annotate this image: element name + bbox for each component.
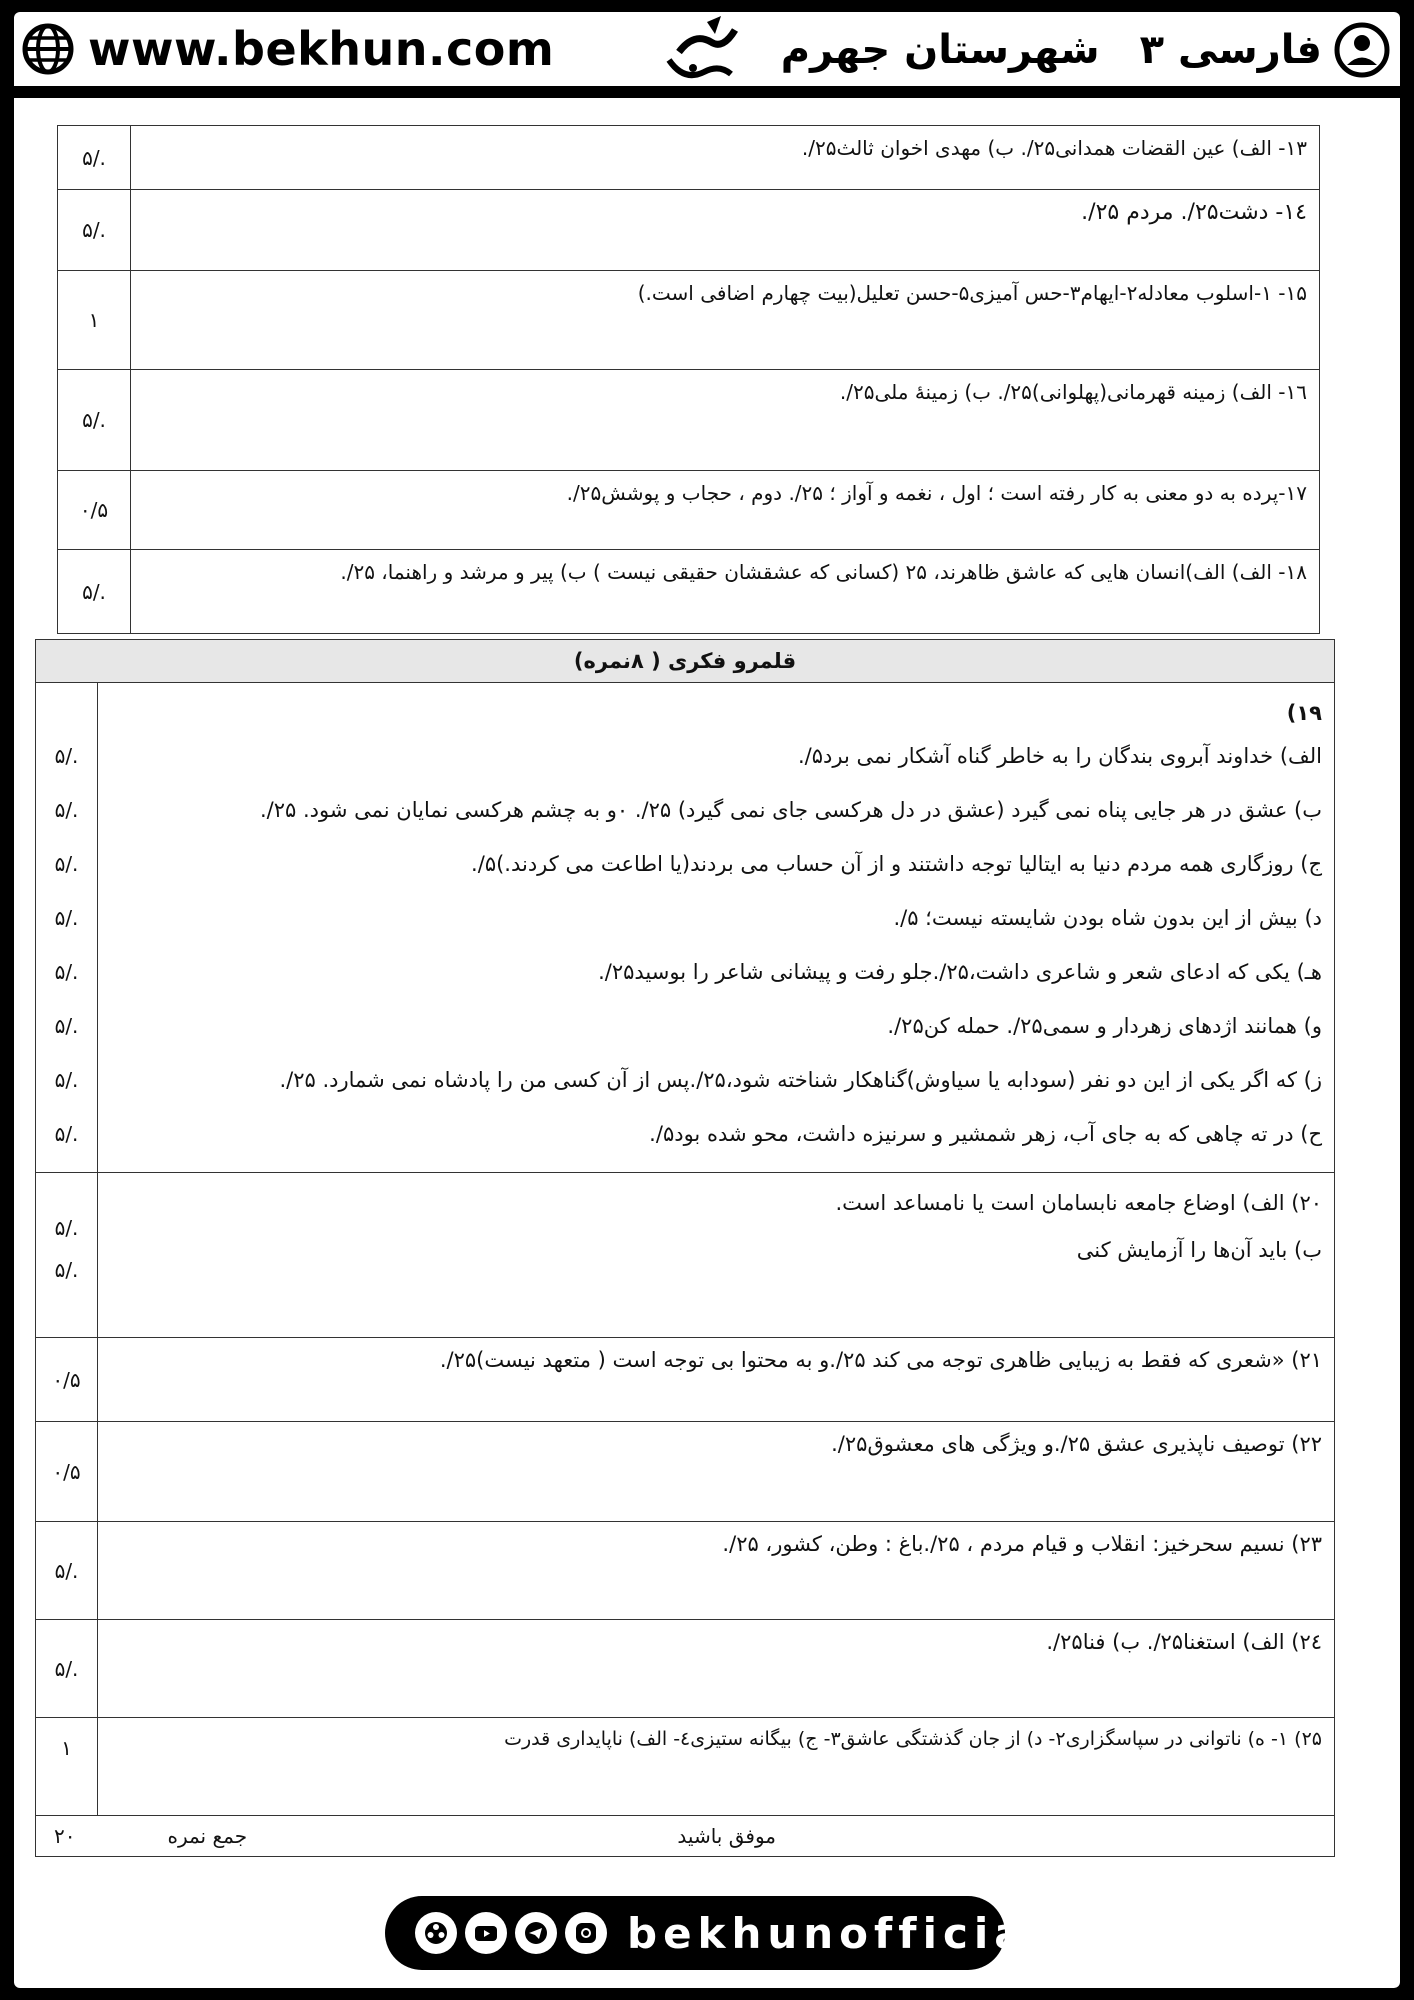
score-value: ۵/. [54,906,79,930]
social-icons [415,1912,607,1954]
bekhun-logo-icon [649,12,759,92]
answer-line: ز) که اگر یکی از این دو نفر (سودابه یا سیاوش)گناهکار شناخته شود،۲۵/.پس از آن کسی من را پادشاه نمی شمارد. ۲۵/. [279,1068,1322,1092]
total-label: جمع نمره [167,1824,248,1848]
answer-text: ۱۷-پرده به دو معنی به کار رفته است ؛ اول ، نغمه و آواز ؛ ۲۵/. دوم ، حجاب و پوشش۲۵/. [131,471,1320,550]
score-value: ۵/. [54,1258,79,1282]
score-cell: ۵/. [36,1620,98,1718]
score-value: ۵/. [54,1216,79,1240]
answer-text: ۱۵- ۱-اسلوب معادله۲-ایهام۳-حس آمیزی۵-حسن تعلیل(بیت چهارم اضافی است.) [131,271,1320,370]
telegram-icon[interactable] [515,1912,557,1954]
score-cell: ۱ [58,271,131,370]
instagram-icon[interactable] [565,1912,607,1954]
score-cell: ۰/۵ [36,1422,98,1522]
answer-text: ۱۳- الف) عین القضات همدانی۲۵/. ب) مهدی اخوان ثالث۲۵/. [131,126,1320,190]
score-cell: ۵/. [58,190,131,271]
score-value: ۵/. [54,852,79,876]
social-bar[interactable] [385,1896,1050,1970]
table-row [58,471,1320,550]
score-cell [36,683,98,1173]
question-number: ۱۹) [1286,701,1322,725]
score-value: ۵/. [54,1122,79,1146]
score-cell: ۵/. [36,1522,98,1620]
user-icon [1334,22,1390,78]
globe-icon [22,23,74,75]
table-row [58,126,1320,190]
answer-text: ۲۱) «شعری که فقط به زیبایی ظاهری توجه می کند ۲۵/.و به محتوا بی توجه است ( متعهد نیست)۲۵/. [98,1338,1335,1422]
region-title: شهرستان جهرم [780,27,1100,73]
subject-title: فارسی ۳ [1139,27,1322,73]
film-reel-icon[interactable] [415,1912,457,1954]
exam-title [781,20,1390,80]
footer-cell [36,1816,1335,1857]
score-value: ۵/. [54,744,79,768]
answers-table-part1 [57,125,1320,634]
answer-text: ۲۲) توصیف ناپذیری عشق ۲۵/.و ویژگی های معشوق۲۵/. [98,1422,1335,1522]
answer-text: ۱٤- دشت۲۵/. مردم ۲۵/. [131,190,1320,271]
score-cell: ۵/. [58,370,131,471]
answer-text: ۲۳) نسیم سحرخیز: انقلاب و قیام مردم ، ۲۵/.باغ : وطن، کشور، ۲۵/. [98,1522,1335,1620]
table-row [36,1620,1335,1718]
total-row [36,1816,1335,1857]
answer-line: ج) روزگاری همه مردم دنیا به ایتالیا توجه داشتند و از آن حساب می بردند(یا اطاعت می کردند.)۵/. [471,852,1322,876]
table-row [36,1522,1335,1620]
answer-line: ۲۰) الف) اوضاع جامعه نابسامان است یا نامساعد است. [835,1191,1322,1215]
answer-line: و) همانند اژدهای زهردار و سمی۲۵/. حمله کن۲۵/. [887,1014,1322,1038]
header-divider [14,86,1400,98]
score-cell [36,1173,98,1338]
answer-text: ۱۸- الف) الف)انسان هایی که عاشق ظاهرند، ۲۵ (کسانی که عشقشان حقیقی نیست ) ب) پیر و مرشد و راهنما، ۲۵/. [131,550,1320,634]
answer-line: ح) در ته چاهی که به جای آب، زهر شمشیر و سرنیزه داشت، محو شده بود۵/. [649,1122,1322,1146]
answers-table-part2 [35,639,1335,1857]
score-cell: ۰/۵ [36,1338,98,1422]
score-cell: ۰/۵ [58,471,131,550]
table-row [36,1718,1335,1816]
website-block[interactable] [22,22,554,76]
section-title: قلمرو فکری ( ۸نمره) [36,640,1335,683]
answer-text [98,1173,1335,1338]
table-row [36,1338,1335,1422]
answer-line: الف) خداوند آبروی بندگان را به خاطر گناه آشکار نمی برد۵/. [797,744,1322,768]
table-row [36,683,1335,1173]
score-value: ۵/. [54,960,79,984]
table-row [36,1422,1335,1522]
answer-line: هـ) یکی که ادعای شعر و شاعری داشت،۲۵/.جلو رفت و پیشانی شاعر را بوسید۲۵/. [598,960,1322,984]
total-value: ۲۰ [54,1824,76,1848]
answer-line: ب) باید آن‌ها را آزمایش کنی [1076,1238,1322,1262]
answer-text: ۱٦- الف) زمینه قهرمانی(پهلوانی)۲۵/. ب) زمینهٔ ملی۲۵/. [131,370,1320,471]
table-row [58,550,1320,634]
youtube-icon[interactable] [465,1912,507,1954]
answer-line: د) بیش از این بدون شاه بودن شایسته نیست؛ ۵/. [893,906,1322,930]
answer-text: ۲٤) الف) استغنا۲۵/. ب) فنا۲۵/. [98,1620,1335,1718]
score-cell: ۵/. [58,126,131,190]
score-cell: ۵/. [58,550,131,634]
answer-text [98,683,1335,1173]
answer-line: ب) عشق در هر جایی پناه نمی گیرد (عشق در دل هرکسی جای نمی گیرد) ۲۵/. ۰و به چشم هرکسی نمایان نمی شود. ۲۵/. [259,798,1322,822]
website-url[interactable]: www.bekhun.com [88,22,555,76]
table-row [36,1173,1335,1338]
table-row [58,370,1320,471]
score-value: ۵/. [54,1068,79,1092]
good-luck-text: موفق باشید [677,1824,776,1848]
score-value: ۵/. [54,798,79,822]
score-value: ۵/. [54,1014,79,1038]
section-header-row [36,640,1335,683]
score-cell: ۱ [36,1718,98,1816]
table-row [58,190,1320,271]
social-handle[interactable]: bekhunofficial [627,1908,1050,1958]
table-row [58,271,1320,370]
answer-text: ۲۵) ۱- ه) ناتوانی در سپاسگزاری۲- د) از جان گذشتگی عاشق۳- ج) بیگانه ستیزی٤- الف) ناپایداری قدرت [98,1718,1335,1816]
